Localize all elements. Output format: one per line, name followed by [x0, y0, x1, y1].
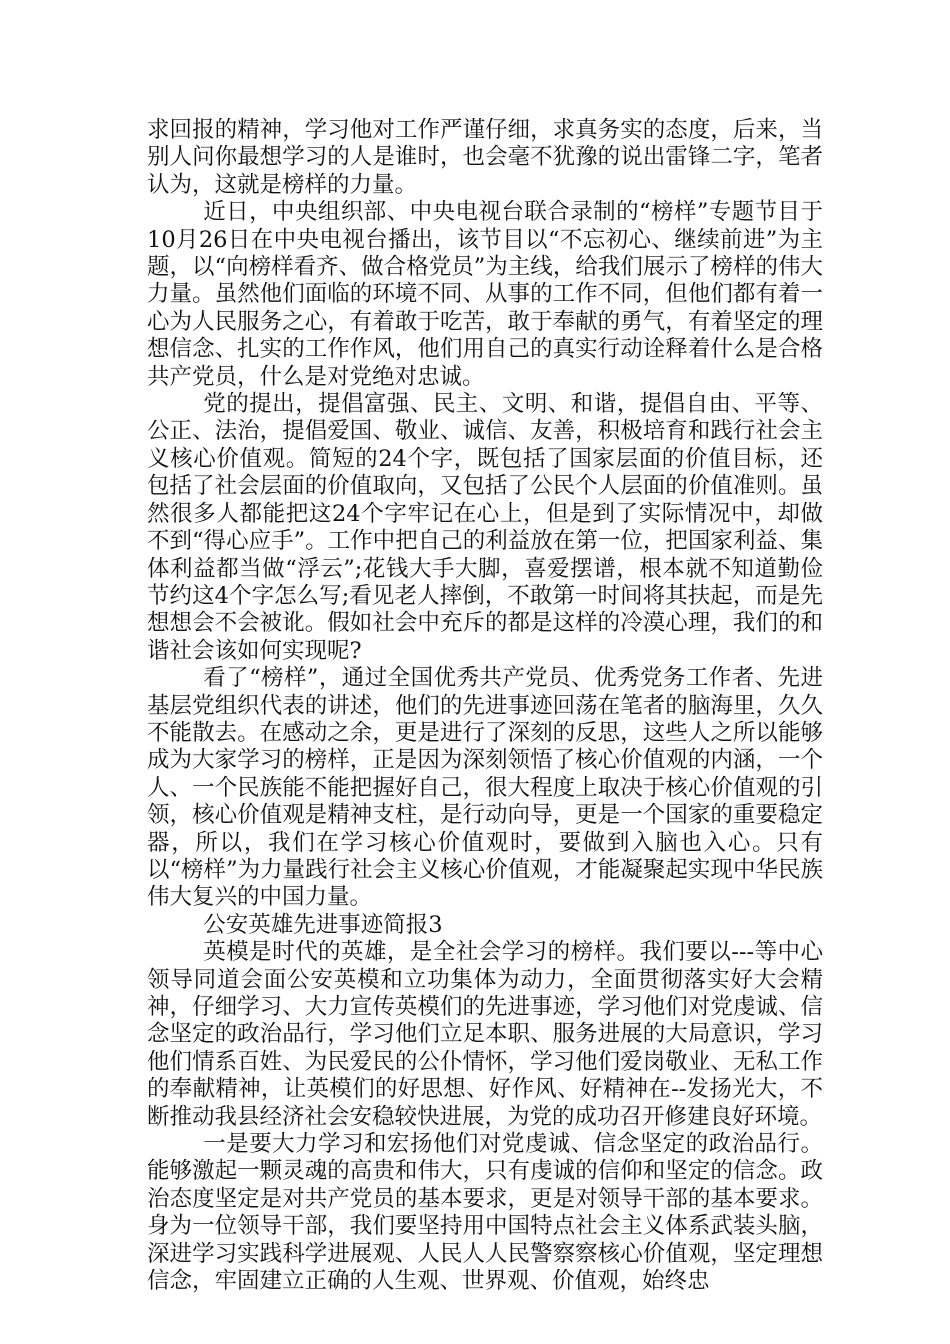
section-title: 公安英雄先进事迹简报3: [203, 911, 443, 938]
paragraph-loyalty: 一是要大力学习和宏扬他们对党虔诚、信念坚定的政治品行。能够激起一颗灵魂的高贵和伟大，只有虔诚的信仰和坚定的信念。政治态度坚定是对共产党员的基本要求，更是对领导干部的基本要求。身为一位领导干部，我们要坚持用中国特点社会主义体系武装头脑，深进学习实践科学进展观、人民人人民警察察核心价值观，坚定理想信念，牢固建立正确的人生观、世界观、价值观，始终忠: [147, 1131, 823, 1295]
paragraph-continuation: 求回报的精神，学习他对工作严谨仔细，求真务实的态度，后来，当别人问你最想学习的人是谁时，也会毫不犹豫的说出雷锋二字，笔者认为，这就是榜样的力量。: [147, 117, 823, 198]
paragraph-heroes-intro: 英模是时代的英雄，是全社会学习的榜样。我们要以---等中心领导同道会面公安英模和立功集体为动力，全面贯彻落实好大会精神，仔细学习、大力宣传英模们的先进事迹，学习他们对党虔诚、信念坚定的政治品行，学习他们立足本职、服务进展的大局意识，学习他们情系百姓、为民爱民的公仆情怀，学习他们爱岗敬业、无私工作的奉献精神，让英模们的好思想、好作风、好精神在--发扬光大，不断推动我县经济社会安稳较快进展，为党的成功召开修建良好环境。: [147, 939, 823, 1130]
paragraph-core-values: 党的提出，提倡富强、民主、文明、和谐，提倡自由、平等、公正、法治，提倡爱国、敬业、诚信、友善，积极培育和践行社会主义核心价值观。简短的24个字，既包括了国家层面的价值目标，还包括了社会层面的价值取向，又包括了公民个人层面的价值准则。虽然很多人都能把这24个字牢记在心上，但是到了实际情况中，却做不到“得心应手”。工作中把自己的利益放在第一位，把国家利益、集体利益都当做“浮云”;花钱大手大脚，喜爱摆谱，根本就不知道勤俭节约这4个字怎么写;看见老人摔倒，不敢第一时间将其扶起，而是先想想会不会被讹。假如社会中充斥的都是这样的冷漠心理，我们的和谐社会该如何实现呢?: [147, 391, 823, 664]
paragraph-bangyang-program: 近日，中央组织部、中央电视台联合录制的“榜样”专题节目于10月26日在中央电视台播出，该节目以“不忘初心、继续前进”为主题，以“向榜样看齐、做合格党员”为主线，给我们展示了榜样的伟大力量。虽然他们面临的环境不同、从事的工作不同，但他们都有着一心为人民服务之心，有着敢于吃苦，敢于奉献的勇气，有着坚定的理想信念、扎实的工作作风，他们用自己的真实行动诠释着什么是合格共产党员，什么是对党绝对忠诚。: [147, 199, 823, 390]
document-page: [147, 117, 823, 1295]
paragraph-reflection: 看了“榜样”，通过全国优秀共产党员、优秀党务工作者、先进基层党组织代表的讲述，他们的先进事迹回荡在笔者的脑海里，久久不能散去。在感动之余，更是进行了深刻的反思，这些人之所以能够成为大家学习的榜样，正是因为深刻领悟了核心价值观的内涵，一个人、一个民族能不能把握好自己，很大程度上取决于核心价值观的引领，核心价值观是精神支柱，是行动向导，更是一个国家的重要稳定器，所以，我们在学习核心价值观时，要做到入脑也入心。只有以“榜样”为力量践行社会主义核心价值观，才能凝聚起实现中华民族伟大复兴的中国力量。: [147, 665, 823, 911]
